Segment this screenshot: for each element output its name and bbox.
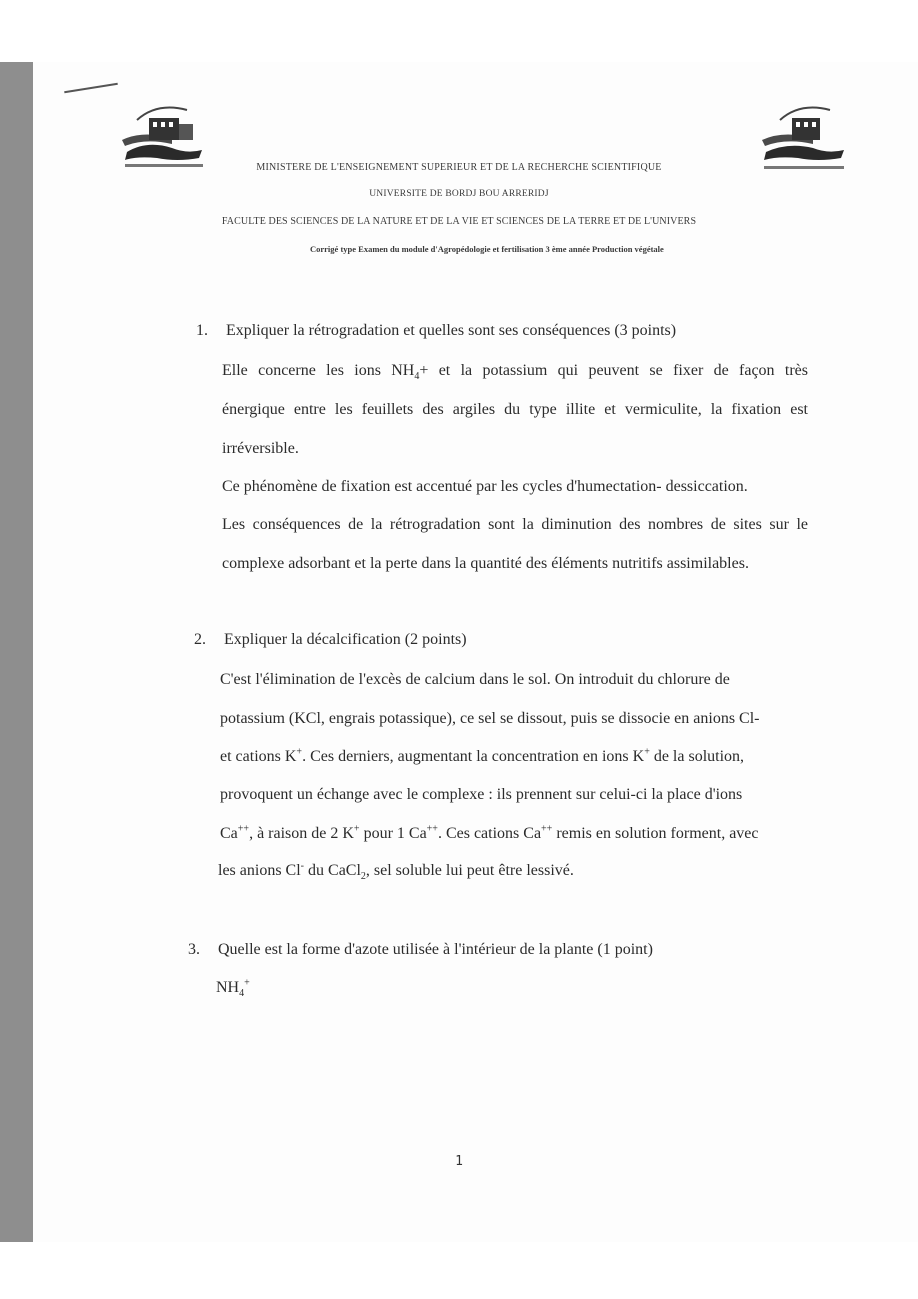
scan-bottom-margin <box>0 1242 918 1299</box>
answer-line: les anions Cl- du CaCl$_2$, sel soluble lui peut être lessivé. <box>218 860 574 883</box>
answer-line: Elle concerne les ions $NH_4+$ et la potassium qui peuvent se fixer de façon très <box>222 362 808 383</box>
question-2 <box>194 631 467 649</box>
answer-line: énergique entre les feuillets des argiles du type illite et vermiculite, la fixation est <box>222 401 808 418</box>
question-text: Expliquer la rétrogradation et quelles sont ses conséquences (3 points) <box>226 322 677 339</box>
answer-line: provoquent un échange avec le complexe : ils prennent sur celui-ci la place d'ions <box>220 786 743 803</box>
ministry-heading: MINISTERE DE L'ENSEIGNEMENT SUPERIEUR ET DE LA RECHERCHE SCIENTIFIQUE <box>256 162 662 173</box>
scan-edge <box>0 62 33 1242</box>
university-logo-left-icon <box>117 100 207 170</box>
document-page <box>33 62 918 1242</box>
question-number: 3. <box>188 941 200 958</box>
answer-line: potassium (KCl, engrais potassique), ce sel se dissout, puis se dissocie en anions Cl- <box>220 710 760 727</box>
answer-line: Les conséquences de la rétrogradation sont la diminution des nombres de sites sur le <box>222 516 808 533</box>
university-heading: UNIVERSITE DE BORDJ BOU ARRERIDJ <box>369 189 549 199</box>
question-text: Expliquer la décalcification (2 points) <box>224 631 467 648</box>
answer-line: Ce phénomène de fixation est accentué par les cycles d'humectation- dessiccation. <box>222 478 748 495</box>
answer-line: $NH_4^+$ <box>216 977 250 1000</box>
faculty-heading: FACULTE DES SCIENCES DE LA NATURE ET DE LA VIE ET SCIENCES DE LA TERRE ET DE L'UNIVERS <box>221 216 697 227</box>
question-text: Quelle est la forme d'azote utilisée à l'intérieur de la plante (1 point) <box>218 941 653 958</box>
answer-line: C'est l'élimination de l'excès de calcium dans le sol. On introduit du chlorure de <box>220 671 730 688</box>
answer-line: irréversible. <box>222 440 299 457</box>
question-number: 2. <box>194 631 206 648</box>
answer-line: complexe adsorbant et la perte dans la quantité des éléments nutritifs assimilables. <box>222 555 749 572</box>
question-number: 1. <box>196 322 208 339</box>
exam-title: Corrigé type Examen du module d'Agropédologie et fertilisation 3 ème année Production végétale <box>310 244 664 254</box>
answer-line: et cations K+. Ces derniers, augmentant la concentration en ions K+ de la solution, <box>220 746 745 765</box>
question-1 <box>196 322 677 340</box>
page-number: 1 <box>455 1154 463 1169</box>
answer-line: Ca++, à raison de 2 K+ pour 1 Ca++. Ces cations Ca++ remis en solution forment, avec <box>220 823 759 842</box>
question-3 <box>188 941 653 959</box>
